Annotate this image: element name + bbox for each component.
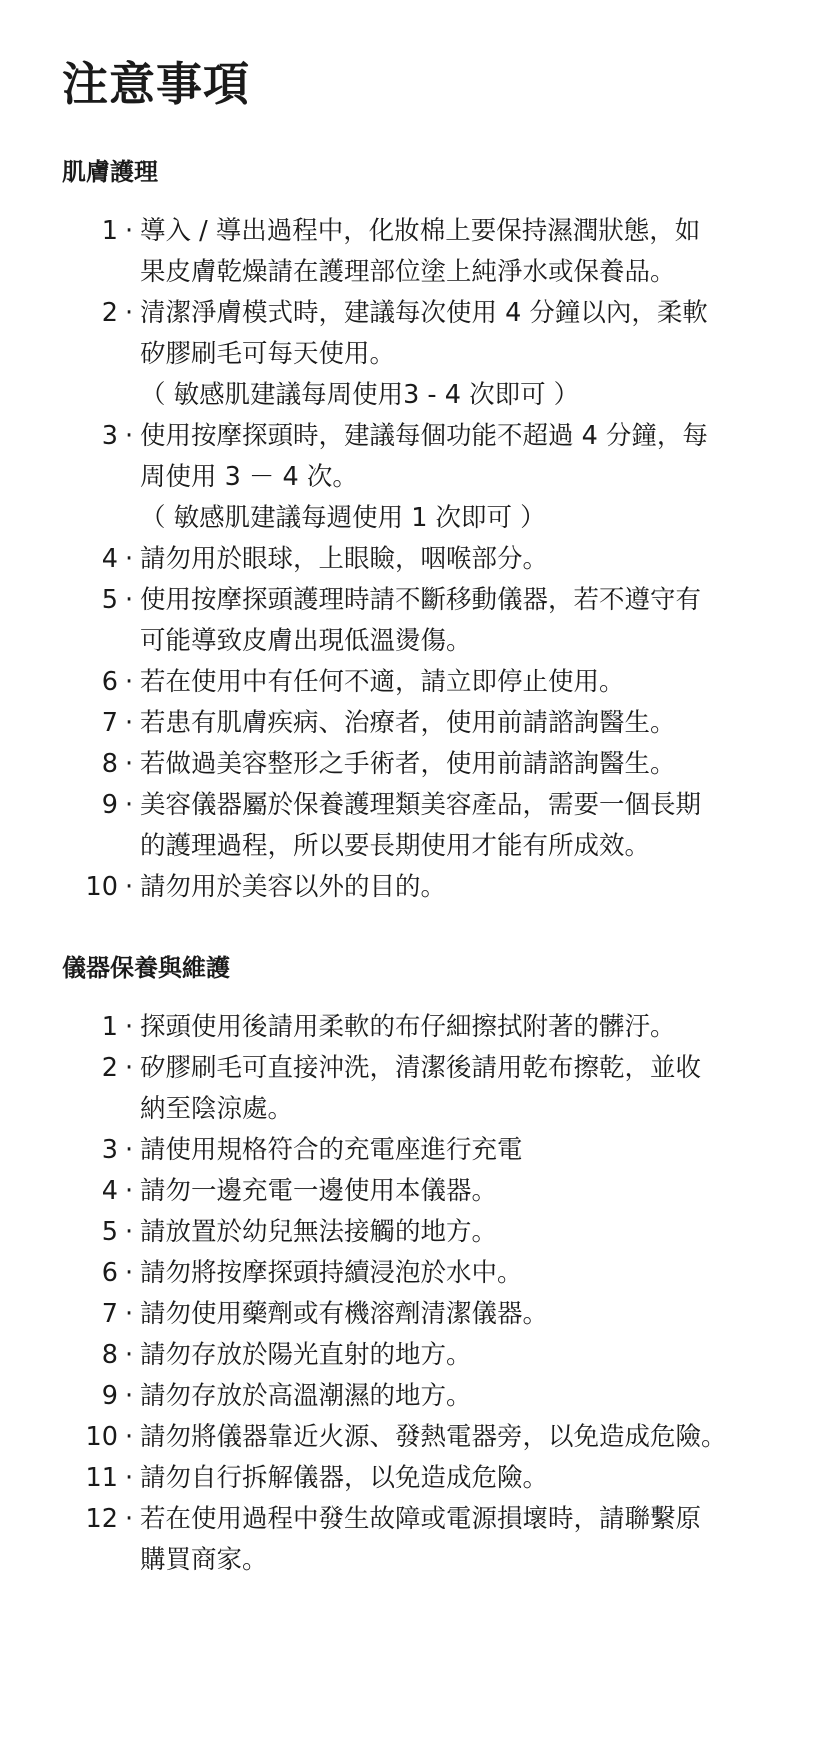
item-text-line: 若患有肌膚疾病、治療者，使用前請諮詢醫生。 xyxy=(140,708,676,738)
item-number: 11 xyxy=(85,1463,118,1493)
list-item xyxy=(62,416,802,539)
list-item xyxy=(62,580,802,662)
item-separator: · xyxy=(124,544,134,574)
item-number: 2 xyxy=(101,1053,118,1083)
item-separator: · xyxy=(124,1299,134,1329)
list-item xyxy=(62,211,802,293)
item-separator: · xyxy=(124,1053,134,1083)
item-number: 3 xyxy=(101,421,118,451)
item-text-line: 若做過美容整形之手術者，使用前請諮詢醫生。 xyxy=(140,749,676,779)
list-item xyxy=(62,703,802,744)
item-text xyxy=(140,1417,802,1458)
item-text-line: 請勿存放於陽光直射的地方。 xyxy=(140,1340,472,1370)
item-number: 5 xyxy=(101,585,118,615)
section-skin-care xyxy=(62,152,802,908)
item-text xyxy=(140,1007,802,1048)
item-text-line: 請勿用於美容以外的目的。 xyxy=(140,872,447,902)
item-number: 10 xyxy=(85,872,118,902)
item-text-line: 矽膠刷毛可每天使用。 xyxy=(140,339,396,369)
item-text xyxy=(140,1294,802,1335)
item-number: 8 xyxy=(101,749,118,779)
section-heading: 儀器保養與維護 xyxy=(62,954,230,982)
item-number: 1 xyxy=(101,216,118,246)
item-text xyxy=(140,1376,802,1417)
list-item xyxy=(62,1130,802,1171)
item-separator: · xyxy=(124,749,134,779)
list-item xyxy=(62,1253,802,1294)
item-number: 2 xyxy=(101,298,118,328)
item-text xyxy=(140,416,802,539)
list-item xyxy=(62,867,802,908)
item-text xyxy=(140,293,802,416)
item-text xyxy=(140,1335,802,1376)
item-separator: · xyxy=(124,708,134,738)
item-text-line: 請勿將按摩探頭持續浸泡於水中。 xyxy=(140,1258,523,1288)
item-text-line: 請勿一邊充電一邊使用本儀器。 xyxy=(140,1176,498,1206)
item-text-line: 使用按摩探頭護理時請不斷移動儀器，若不遵守有 xyxy=(140,585,702,615)
list-item xyxy=(62,1007,802,1048)
item-text xyxy=(140,580,802,662)
item-separator: · xyxy=(124,1176,134,1206)
item-text xyxy=(140,1130,802,1171)
item-text-line: 矽膠刷毛可直接沖洗，清潔後請用乾布擦乾，並收 xyxy=(140,1053,702,1083)
instructions-page xyxy=(62,48,802,1581)
item-separator: · xyxy=(124,1463,134,1493)
item-text-line: 購買商家。 xyxy=(140,1545,268,1575)
item-separator: · xyxy=(124,1381,134,1411)
item-text-line: 請勿用於眼球，上眼瞼，咽喉部分。 xyxy=(140,544,549,574)
item-text-line: 若在使用中有任何不適，請立即停止使用。 xyxy=(140,667,625,697)
item-separator: · xyxy=(124,1422,134,1452)
item-text-line: 探頭使用後請用柔軟的布仔細擦拭附著的髒汙。 xyxy=(140,1012,676,1042)
item-text xyxy=(140,785,802,867)
item-text xyxy=(140,1458,802,1499)
item-separator: · xyxy=(124,1258,134,1288)
item-text xyxy=(140,211,802,293)
item-number: 8 xyxy=(101,1340,118,1370)
item-text xyxy=(140,703,802,744)
item-text-line: 果皮膚乾燥請在護理部位塗上純淨水或保養品。 xyxy=(140,257,676,287)
item-text xyxy=(140,662,802,703)
list-item xyxy=(62,1376,802,1417)
list-item xyxy=(62,1458,802,1499)
item-number: 3 xyxy=(101,1135,118,1165)
list-item xyxy=(62,1212,802,1253)
item-separator: · xyxy=(124,667,134,697)
item-separator: · xyxy=(124,1504,134,1534)
item-text-line: 清潔淨膚模式時，建議每次使用 4 分鐘以內，柔軟 xyxy=(140,298,708,328)
item-text-line: 請放置於幼兒無法接觸的地方。 xyxy=(140,1217,498,1247)
item-text xyxy=(140,1499,802,1581)
item-number: 6 xyxy=(101,1258,118,1288)
item-text-line: 請勿使用藥劑或有機溶劑清潔儀器。 xyxy=(140,1299,549,1329)
list-item xyxy=(62,662,802,703)
list-item xyxy=(62,1294,802,1335)
item-number: 9 xyxy=(101,790,118,820)
item-number: 5 xyxy=(101,1217,118,1247)
item-text-line: 周使用 3 － 4 次。 xyxy=(140,462,358,492)
maintenance-list xyxy=(62,1007,802,1581)
item-separator: · xyxy=(124,1340,134,1370)
item-text xyxy=(140,867,802,908)
item-text xyxy=(140,1171,802,1212)
item-separator: · xyxy=(124,1217,134,1247)
item-text-line: 可能導致皮膚出現低溫燙傷。 xyxy=(140,626,472,656)
item-separator: · xyxy=(124,790,134,820)
item-text-line: 使用按摩探頭時，建議每個功能不超過 4 分鐘，每 xyxy=(140,421,708,451)
item-number: 4 xyxy=(101,1176,118,1206)
item-number: 4 xyxy=(101,544,118,574)
item-separator: · xyxy=(124,216,134,246)
item-text-line: 的護理過程，所以要長期使用才能有所成效。 xyxy=(140,831,651,861)
list-item xyxy=(62,539,802,580)
item-text-line: 美容儀器屬於保養護理類美容產品，需要一個長期 xyxy=(140,790,702,820)
section-device-maintenance xyxy=(62,948,802,1581)
item-separator: · xyxy=(124,1012,134,1042)
item-text-line: （ 敏感肌建議每週使用 1 次即可 ） xyxy=(140,503,546,533)
item-text-line: 請勿存放於高溫潮濕的地方。 xyxy=(140,1381,472,1411)
item-separator: · xyxy=(124,585,134,615)
item-text xyxy=(140,539,802,580)
item-text-line: 若在使用過程中發生故障或電源損壞時，請聯繫原 xyxy=(140,1504,702,1534)
list-item xyxy=(62,744,802,785)
item-text-line: 請使用規格符合的充電座進行充電 xyxy=(140,1135,523,1165)
item-text-line: 請勿自行拆解儀器，以免造成危險。 xyxy=(140,1463,549,1493)
item-text xyxy=(140,1253,802,1294)
page-title: 注意事項 xyxy=(62,57,250,111)
item-number: 7 xyxy=(101,708,118,738)
item-text xyxy=(140,1212,802,1253)
list-item xyxy=(62,1335,802,1376)
section-heading: 肌膚護理 xyxy=(62,158,158,186)
item-text-line: 導入 / 導出過程中，化妝棉上要保持濕潤狀態，如 xyxy=(140,216,701,246)
item-number: 12 xyxy=(85,1504,118,1534)
list-item xyxy=(62,1499,802,1581)
item-number: 7 xyxy=(101,1299,118,1329)
item-separator: · xyxy=(124,1135,134,1165)
item-number: 1 xyxy=(101,1012,118,1042)
skin-care-list xyxy=(62,211,802,908)
item-text-line: （ 敏感肌建議每周使用3 - 4 次即可 ） xyxy=(140,380,580,410)
item-text-line: 納至陰涼處。 xyxy=(140,1094,294,1124)
item-text xyxy=(140,1048,802,1130)
list-item xyxy=(62,293,802,416)
item-text-line: 請勿將儀器靠近火源、發熱電器旁，以免造成危險。 xyxy=(140,1422,727,1452)
list-item xyxy=(62,1048,802,1130)
item-text xyxy=(140,744,802,785)
item-number: 9 xyxy=(101,1381,118,1411)
item-number: 6 xyxy=(101,667,118,697)
list-item xyxy=(62,785,802,867)
item-separator: · xyxy=(124,872,134,902)
item-separator: · xyxy=(124,298,134,328)
list-item xyxy=(62,1417,802,1458)
list-item xyxy=(62,1171,802,1212)
item-separator: · xyxy=(124,421,134,451)
item-number: 10 xyxy=(85,1422,118,1452)
